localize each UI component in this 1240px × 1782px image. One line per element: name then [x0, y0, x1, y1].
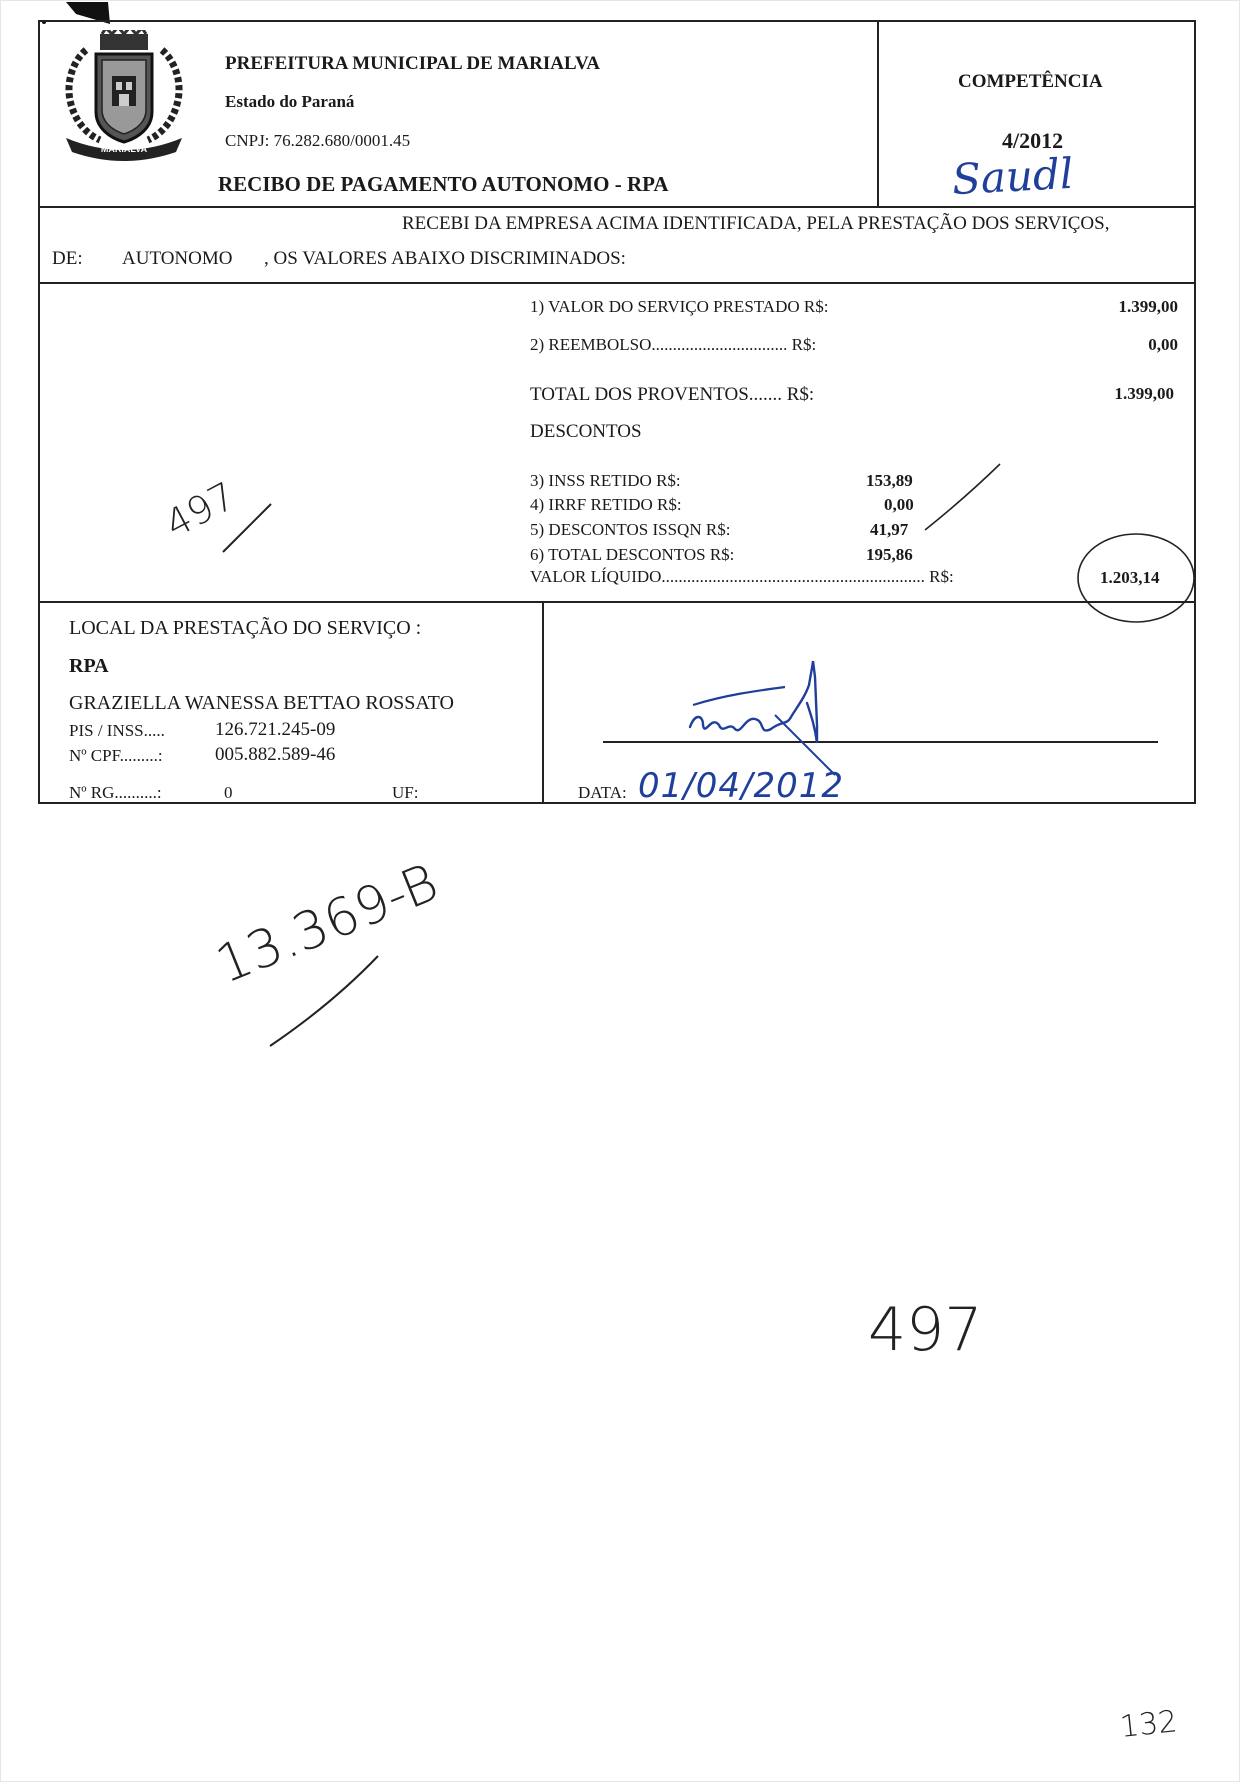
valor-liquido-value: 1.203,14: [1100, 568, 1160, 587]
competencia-value: 4/2012: [1002, 128, 1064, 153]
servico-label: 1) VALOR DO SERVIÇO PRESTADO R$:: [530, 297, 829, 316]
date-handwriting: 01/04/2012: [638, 766, 844, 806]
de-value: AUTONOMO: [122, 248, 233, 269]
inss-value: 153,89: [866, 471, 913, 490]
descontos-heading: DESCONTOS: [530, 421, 642, 442]
process-number-underline: [262, 950, 382, 1050]
crest-banner-text: MARIALVA: [100, 144, 148, 154]
received-statement: RECEBI DA EMPRESA ACIMA IDENTIFICADA, PELA PRESTAÇÃO DOS SERVIÇOS,: [402, 213, 1110, 234]
issqn-label: 5) DESCONTOS ISSQN R$:: [530, 520, 731, 539]
document-title: RECIBO DE PAGAMENTO AUTONOMO - RPA: [218, 172, 669, 196]
total-proventos-value: 1.399,00: [1114, 384, 1174, 403]
state-name: Estado do Paraná: [225, 92, 355, 111]
valor-liquido-label: VALOR LÍQUIDO.............................................................. R$:: [530, 567, 954, 586]
pis-value: 126.721.245-09: [215, 719, 336, 740]
net-value-circle-mark: [1070, 528, 1200, 628]
page-ref-handwriting: 497: [868, 1295, 983, 1365]
servico-value: 1.399,00: [1118, 297, 1178, 316]
reembolso-label: 2) REEMBOLSO................................ R$:: [530, 335, 817, 354]
total-descontos-label: 6) TOTAL DESCONTOS R$:: [530, 545, 735, 564]
total-proventos-label: TOTAL DOS PROVENTOS....... R$:: [530, 384, 815, 405]
cpf-label: Nº CPF.........:: [69, 746, 163, 765]
reembolso-value: 0,00: [1148, 335, 1178, 354]
box-number-handwriting: 497: [157, 473, 243, 547]
irrf-value: 0,00: [884, 495, 914, 514]
local-prestacao-value: RPA: [69, 655, 109, 677]
competencia-label: COMPETÊNCIA: [958, 71, 1103, 92]
received-statement-end: , OS VALORES ABAIXO DISCRIMINADOS:: [264, 248, 626, 269]
org-name: PREFEITURA MUNICIPAL DE MARIALVA: [225, 53, 600, 74]
local-prestacao-label: LOCAL DA PRESTAÇÃO DO SERVIÇO :: [69, 617, 422, 639]
irrf-label: 4) IRRF RETIDO R$:: [530, 495, 682, 514]
inss-label: 3) INSS RETIDO R$:: [530, 471, 681, 490]
cpf-value: 005.882.589-46: [215, 744, 336, 765]
rg-label: Nº RG..........:: [69, 783, 162, 802]
total-descontos-value: 195,86: [866, 545, 913, 564]
issqn-value: 41,97: [870, 520, 909, 539]
pis-label: PIS / INSS.....: [69, 721, 165, 740]
check-slash-mark: [915, 460, 1005, 535]
approval-handwriting: Saudl: [950, 148, 1075, 205]
box-number-underline: [215, 500, 275, 560]
page-number-handwriting: 132: [1118, 1704, 1179, 1745]
data-label: DATA:: [578, 783, 627, 802]
rg-value: 0: [224, 783, 233, 802]
process-number-handwriting: 13.369-B: [208, 852, 447, 996]
de-label: DE:: [52, 248, 83, 269]
cnpj: CNPJ: 76.282.680/0001.45: [225, 131, 411, 150]
scan-corner-mark: [36, 0, 116, 30]
municipal-crest-logo: [56, 30, 192, 165]
uf-label: UF:: [392, 783, 419, 802]
provider-name: GRAZIELLA WANESSA BETTAO ROSSATO: [69, 692, 454, 714]
